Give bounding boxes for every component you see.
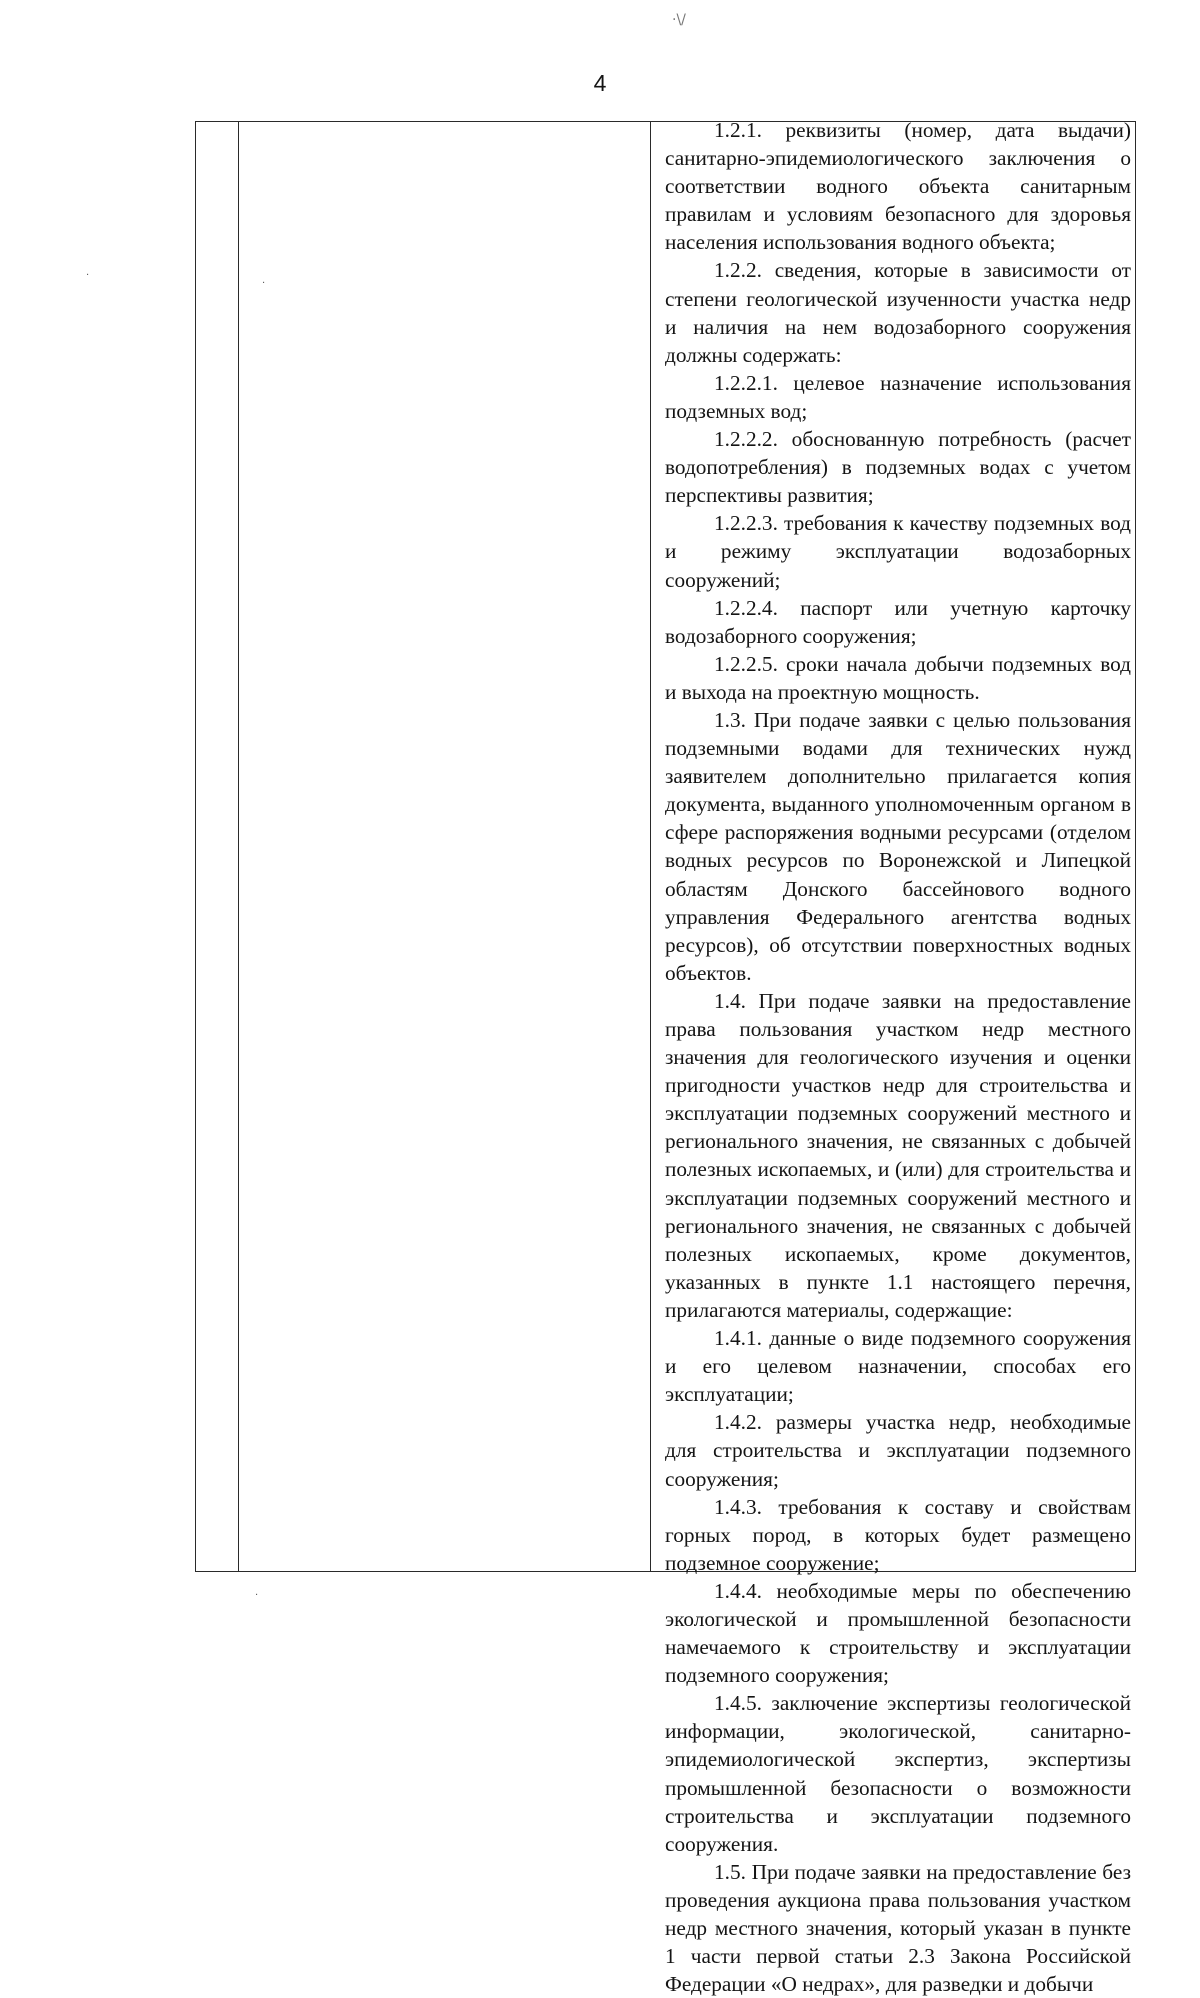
paragraph-1-4-2: 1.4.2. размеры участка недр, необходимые для строительства и эксплуатации подземного сооружения; <box>665 1410 1131 1491</box>
page-number: 4 <box>593 70 607 96</box>
paragraph-1-4-4: 1.4.4. необходимые меры по обеспечению экологической и промышленной безопасности намечаемого к строительству и эксплуатации подземного сооружения; <box>665 1578 1131 1688</box>
document-table <box>195 118 1136 1997</box>
paragraph-1-2-2-2: 1.2.2.2. обоснованную потребность (расчет водопотребления) в подземных водах с учетом перспективы развития; <box>665 427 1131 508</box>
paragraph-1-2-2-3: 1.2.2.3. требования к качеству подземных вод и режиму эксплуатации водозаборных сооружений; <box>665 511 1131 592</box>
paragraph-1-5: 1.5. При подаче заявки на предоставление без проведения аукциона права пользования участком недр местного значения, который указан в пункте 1 части первой статьи 2.3 Закона Российской Федерации «О недрах», для разведки и добычи <box>665 1859 1131 1997</box>
scan-artifact-mark: ·\/ <box>672 12 686 28</box>
paragraph-1-3: 1.3. При подаче заявки с целью пользования подземными водами для технических нужд заявителем дополнительно прилагается копия документа, выданного уполномоченным органом в сфере распоряжения водными ресурсами (отделом водных ресурсов по Воронежской и Липецкой областям Донского бассейнового водного управления Федерального агентства водных ресурсов), об отсутствии поверхностных водных объектов. <box>665 707 1131 985</box>
paragraph-1-2-2: 1.2.2. сведения, которые в зависимости от степени геологической изученности участка недр и наличия на нем водозаборного сооружения должны содержать: <box>665 258 1131 367</box>
paragraph-1-2-2-1: 1.2.2.1. целевое назначение использования подземных вод; <box>665 370 1131 423</box>
scan-speck: · <box>262 278 266 289</box>
paragraph-1-4-1: 1.4.1. данные о виде подземного сооружения и его целевом назначении, способах его эксплуатации; <box>665 1326 1131 1407</box>
paragraph-1-4: 1.4. При подаче заявки на предоставление права пользования участком недр местного значения для геологического изучения и оценки пригодности участков недр для строительства и эксплуатации подземных сооружений местного и регионального значения, не связанных с добычей полезных ископаемых, и (или) для строительства и эксплуатации подземных сооружений местного и регионального значения, не связанных с добычей полезных ископаемых, кроме документов, указанных в пункте 1.1 настоящего перечня, прилагаются материалы, содержащие: <box>665 988 1131 1322</box>
paragraph-1-4-5: 1.4.5. заключение экспертизы геологической информации, экологической, санитарно-эпидемиологической экспертиз, экспертизы промышленной безопасности о возможности строительства и эксплуатации подземного сооружения. <box>665 1691 1131 1856</box>
scan-speck: · <box>86 270 90 281</box>
document-body <box>665 116 1131 1998</box>
paragraph-1-2-1: 1.2.1. реквизиты (номер, дата выдачи) санитарно-эпидемиологического заключения о соответствии водного объекта санитарным правилам и условиям безопасного для здоровья населения использования водного объекта; <box>665 118 1131 255</box>
paragraph-1-2-2-5: 1.2.2.5. сроки начала добычи подземных вод и выхода на проектную мощность. <box>665 651 1131 704</box>
table-column-number <box>196 122 239 1571</box>
paragraph-1-4-3: 1.4.3. требования к составу и свойствам горных пород, в которых будет размещено подземное сооружение; <box>665 1494 1131 1575</box>
table-column-content <box>651 118 1135 1997</box>
table-column-name <box>239 122 651 1571</box>
paragraph-1-2-2-4: 1.2.2.4. паспорт или учетную карточку водозаборного сооружения; <box>665 595 1131 648</box>
scan-speck: · <box>255 1590 259 1601</box>
